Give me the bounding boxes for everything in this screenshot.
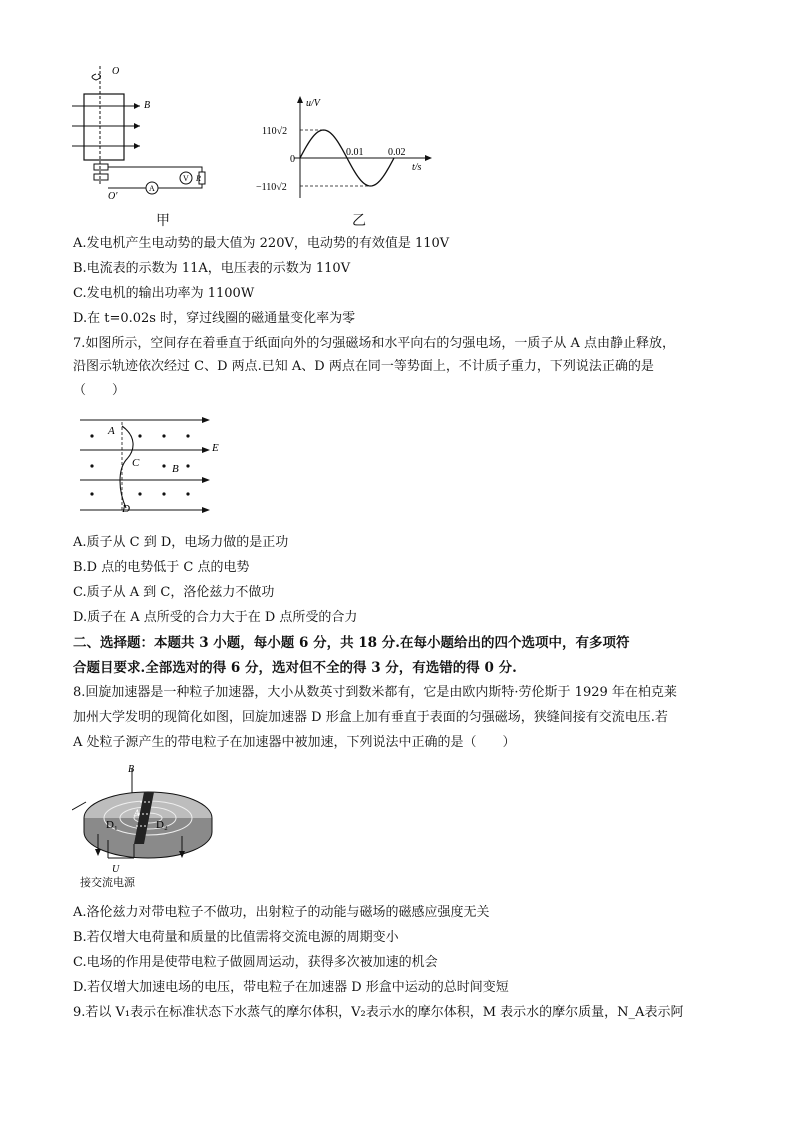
label-B: B <box>128 764 135 775</box>
q8-option-d: D.若仅增大加速电场的电压，带电粒子在加速器 D 形盒中运动的总时间变短 <box>73 980 509 995</box>
q8-fig-caption: 接交流电源 <box>80 876 135 889</box>
label-U: U <box>112 864 120 875</box>
q7-option-c: C.质子从 A 到 C，洛伦兹力不做功 <box>73 585 275 600</box>
q7-option-d: D.质子在 A 点所受的合力大于在 D 点所受的合力 <box>73 610 358 625</box>
tick-negative: −110√2 <box>256 182 287 193</box>
label-A: A <box>108 425 115 437</box>
label-B: B <box>144 100 151 111</box>
q8-stem-line3: A 处粒子源产生的带电粒子在加速器中被加速，下列说法中正确的是（ ） <box>73 735 516 750</box>
label-D: D <box>122 503 130 515</box>
label-R: R <box>196 174 201 183</box>
q6-option-c: C.发电机的输出功率为 1100W <box>73 286 255 301</box>
label-V-meter: V <box>183 174 189 183</box>
figure-q8-cyclotron <box>72 762 232 892</box>
label-O: O <box>112 66 120 77</box>
caption-jia: 甲 <box>156 213 170 229</box>
q8-stem-line2: 加州大学发明的现简化如图，回旋加速器 D 形盒上加有垂直于表面的匀强磁场，狭缝间接有交流电压.若 <box>73 710 668 725</box>
y-axis-label: u/V <box>306 98 320 109</box>
q9-stem: 9.若以 V₁表示在标准状态下水蒸气的摩尔体积，V₂表示水的摩尔体积，M 表示水的摩尔质量，N_A表示阿 <box>73 1005 684 1020</box>
label-A-meter: A <box>149 184 155 193</box>
q8-stem-line1: 8.回旋加速器是一种粒子加速器，大小从数英寸到数米都有，它是由欧内斯特·劳伦斯于 1929 年在柏克莱 <box>73 685 677 700</box>
caption-yi: 乙 <box>352 213 366 229</box>
q7-stem-line1: 7.如图所示，空间存在着垂直于纸面向外的匀强磁场和水平向右的匀强电场，一质子从 A 点由静止释放， <box>73 336 676 351</box>
q6-option-a: A.发电机产生电动势的最大值为 220V，电动势的有效值是 110V <box>73 236 450 251</box>
section2-heading-line2: 合题目要求.全部选对的得 6 分，选对但不全的得 3 分，有选错的得 0 分. <box>73 660 517 676</box>
q6-option-d: D.在 t=0.02s 时，穿过线圈的磁通量变化率为零 <box>73 311 356 326</box>
figure-q7-fields <box>78 412 238 528</box>
q8-option-b: B.若仅增大电荷量和质量的比值需将交流电源的周期变小 <box>73 930 399 945</box>
figure-yi-chart <box>250 94 440 204</box>
label-B: B <box>172 463 179 475</box>
tick-0.01: 0.01 <box>346 147 364 158</box>
label-E: E <box>212 442 219 454</box>
rotation-arrow-icon <box>92 74 101 80</box>
label-D1: D₁ <box>106 819 118 831</box>
x-axis-label: t/s <box>412 162 422 173</box>
q7-option-b: B.D 点的电势低于 C 点的电势 <box>73 560 250 575</box>
tick-positive: 110√2 <box>262 126 288 137</box>
label-D2: D₂ <box>156 819 168 831</box>
tick-zero: 0 <box>290 154 295 165</box>
q8-option-c: C.电场的作用是使带电粒子做圆周运动，获得多次被加速的机会 <box>73 955 438 970</box>
label-A: A <box>134 808 140 818</box>
q6-option-b: B.电流表的示数为 11A，电压表的示数为 110V <box>73 261 351 276</box>
label-Oprime: O′ <box>108 191 118 202</box>
figure-jia-generator <box>68 64 218 214</box>
section2-heading-line1: 二、选择题：本题共 3 小题，每小题 6 分，共 18 分.在每小题给出的四个选项中，有多项符 <box>73 635 630 651</box>
label-C: C <box>132 457 140 469</box>
q7-option-a: A.质子从 C 到 D，电场力做的是正功 <box>73 535 289 550</box>
tick-0.02: 0.02 <box>388 147 406 158</box>
q7-stem-line2: 沿图示轨迹依次经过 C、D 两点.已知 A、D 两点在同一等势面上，不计质子重力，下列说法正确的是 <box>73 359 654 374</box>
q8-option-a: A.洛伦兹力对带电粒子不做功，出射粒子的动能与磁场的磁感应强度无关 <box>73 905 490 920</box>
q7-stem-line3: （ ） <box>73 383 126 398</box>
